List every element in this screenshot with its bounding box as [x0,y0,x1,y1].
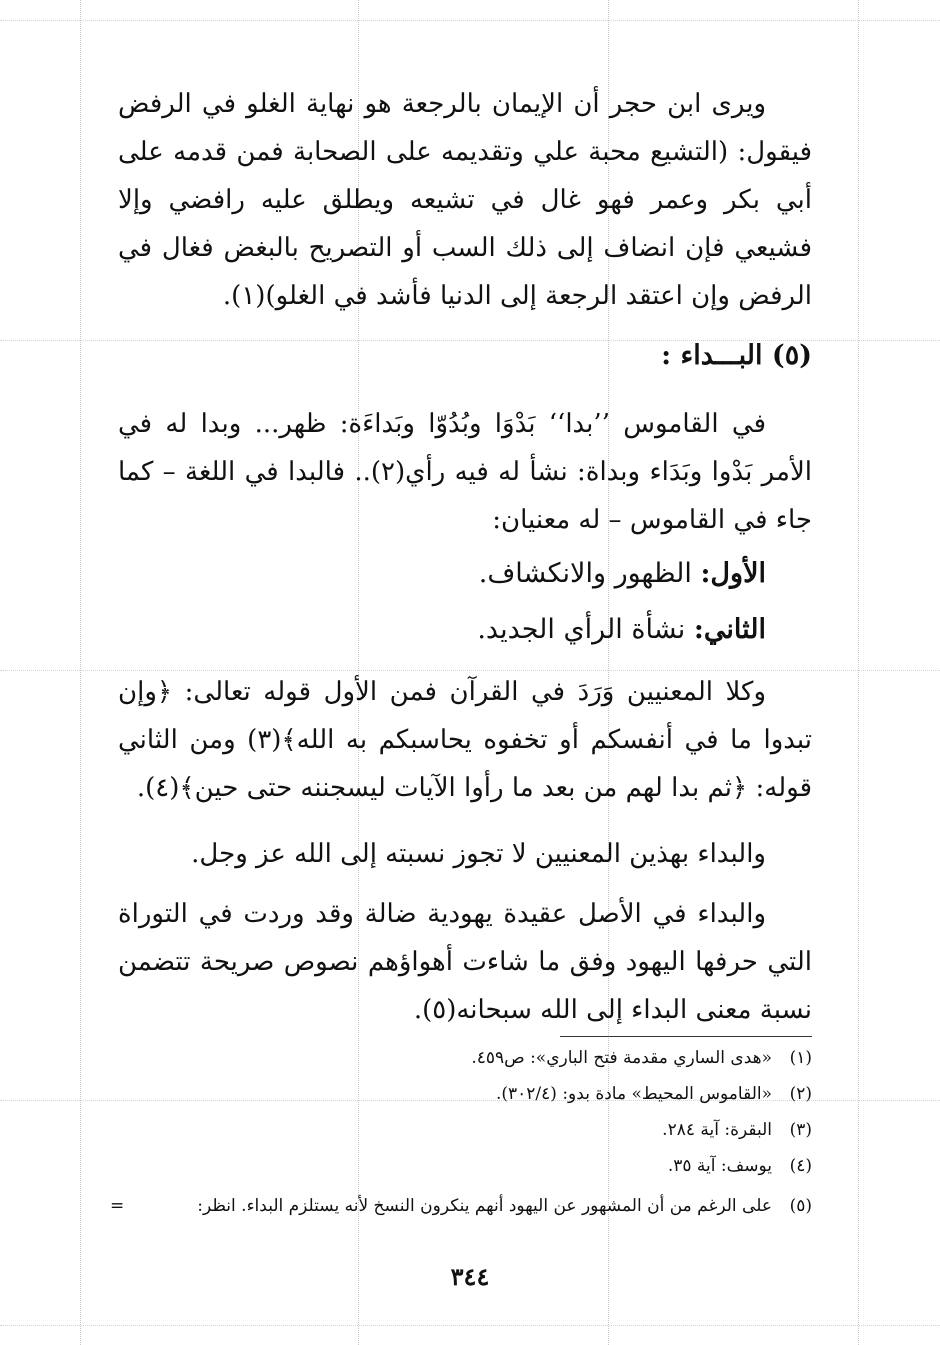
footnote-text: على الرغم من أن المشهور عن اليهود أنهم ينكرون النسخ لأنه يستلزم البداء. انظر: [197,1196,772,1216]
footnote-number: (٣) [789,1120,812,1140]
footnote-continuation-mark: = [110,1196,125,1216]
list-item-text: نشأة الرأي الجديد. [477,614,686,645]
list-item-label: الأول: [700,558,766,589]
list-item-first [118,550,812,598]
paragraph-2-text: في القاموس ’’بدا‘‘ بَدْوَا وبُدُوّا وبَداءَة: ظهر... وبدا له في الأمر بَدْوا وبَدَاء وبداة: نشأ له فيه رأي(٢).. فالبدا في اللغة – كما جاء في القاموس – له معنيان: [118,409,812,535]
footnote-text: البقرة: آية ٢٨٤. [662,1120,772,1140]
list-item-second [118,606,812,654]
paragraph-5 [118,890,812,1034]
footnote-3 [110,1114,812,1146]
paragraph-3-text: وكلا المعنيين وَرَدَ في القرآن فمن الأول قوله تعالى: ﴿وإن تبدوا ما في أنفسكم أو تخفوه يحاسبكم به الله﴾(٣) ومن الثاني قوله: ﴿ثم بدا لهم من بعد ما رأوا الآيات ليسجننه حتى حين﴾(٤). [118,677,812,803]
grid-line [80,0,81,1345]
footnote-5 [110,1190,812,1222]
footnote-4 [110,1150,812,1182]
paragraph-3 [118,668,812,812]
footnote-rule [560,1036,812,1037]
grid-line [0,1325,940,1326]
footnote-text: «القاموس المحيط» مادة بدو: (٣٠٢/٤). [495,1084,772,1104]
paragraph-2 [118,400,812,544]
paragraph-1 [118,80,812,320]
meanings-list [118,550,812,654]
section-heading: (٥) البـــداء : [661,340,812,371]
list-item-label: الثاني: [693,614,766,645]
footnote-text: يوسف: آية ٣٥. [667,1156,772,1176]
footnote-2 [110,1078,812,1110]
paragraph-4-text: والبداء بهذين المعنيين لا تجوز نسبته إلى الله عز وجل. [191,839,766,869]
list-item-text: الظهور والانكشاف. [478,558,692,589]
footnote-number: (١) [789,1048,812,1068]
footnote-text: «هدى الساري مقدمة فتح الباري»: ص٤٥٩. [471,1048,772,1068]
footnote-number: (٤) [789,1156,812,1176]
grid-line [0,20,940,21]
footnote-number: (٢) [789,1084,812,1104]
paragraph-5-text: والبداء في الأصل عقيدة يهودية ضالة وقد وردت في التوراة التي حرفها اليهود وفق ما شاءت أهواؤهم نصوص صريحة تتضمن نسبة معنى البداء إلى الله سبحانه(٥). [118,899,812,1025]
footnote-number: (٥) [789,1196,812,1216]
footnote-1 [110,1042,812,1074]
page-number: ٣٤٤ [450,1262,490,1291]
paragraph-1-text: ويرى ابن حجر أن الإيمان بالرجعة هو نهاية الغلو في الرفض فيقول: (التشيع محبة علي وتقديمه على الصحابة فمن قدمه على أبي بكر وعمر فهو غال في تشيعه ويطلق عليه رافضي وإلا فشيعي فإن انضاف إلى ذلك السب أو التصريح بالبغض فغال في الرفض وإن اعتقد الرجعة إلى الدنيا فأشد في الغلو)(١). [118,89,813,311]
grid-line [858,0,859,1345]
paragraph-4 [118,830,812,878]
